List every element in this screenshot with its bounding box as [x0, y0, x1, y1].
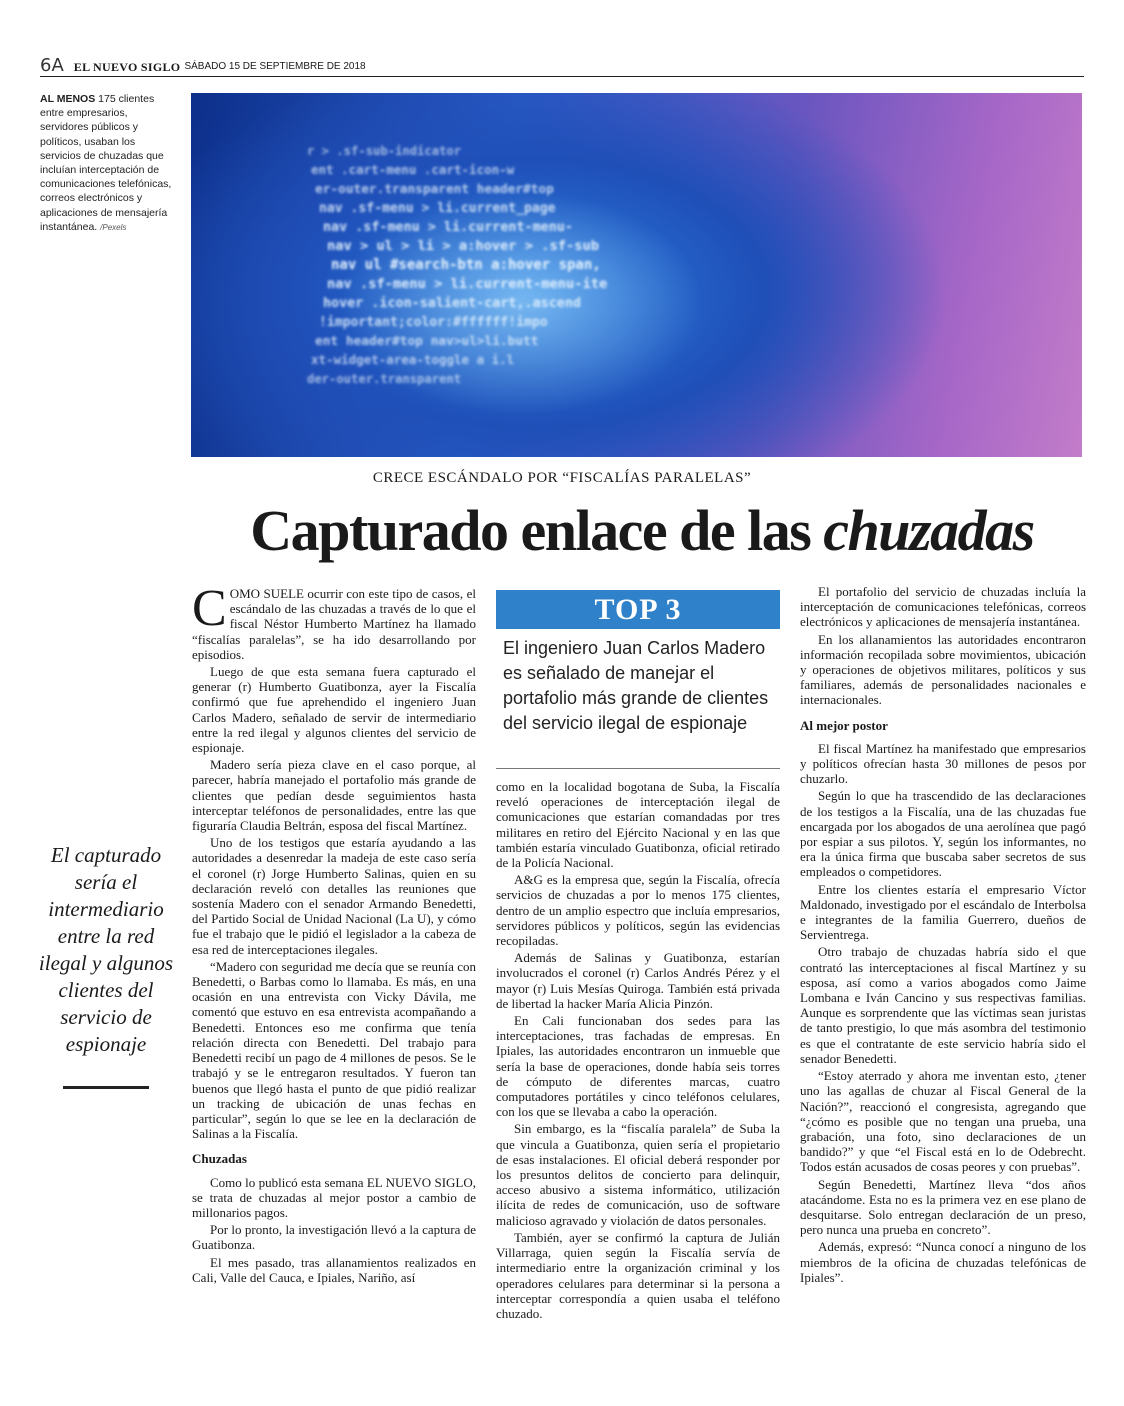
article-column-1	[192, 580, 476, 1287]
drop-cap: C	[192, 580, 227, 637]
headline-emphasis: chuzadas	[823, 498, 1034, 563]
page-header	[40, 52, 1084, 77]
page-number: 6A	[40, 55, 64, 76]
pull-quote-rule	[63, 1086, 149, 1089]
paragraph: Además, expresó: “Nunca conocí a ninguno de los miembros de la oficina de chuzadas telefónicas de Ipiales”.	[800, 1239, 1086, 1285]
paragraph: Como lo publicó esta semana EL NUEVO SIGLO, se trata de chuzadas al mejor postor a cambio de millonarios pagos.	[192, 1174, 476, 1220]
article-kicker: CRECE ESCÁNDALO POR “FISCALÍAS PARALELAS”	[372, 470, 752, 486]
caption-lead: AL MENOS	[40, 93, 96, 105]
paragraph: En Cali funcionaban dos sedes para las interceptaciones, tras fachadas de empresas. En Ipiales, las autoridades encontraron un inmueble que sería la base de operaciones, donde había seis torres de cómputo de diferentes marcas, cuatro computadores portátiles y cinco teléfonos celulares, con los que se llevaba a cabo la operación.	[496, 1013, 780, 1120]
top3-divider	[496, 768, 780, 769]
top3-text: El ingeniero Juan Carlos Madero es señalado de manejar el portafolio más grande de clientes del servicio ilegal de espionaje	[503, 638, 769, 733]
code-line: xt-widget-area-toggle a i.l	[311, 352, 515, 367]
paragraph: Según Benedetti, Martínez lleva “dos años atacándome. Esta no es la primera vez en ese plano de desquitarse. Solo entregan declaración de un preso, pero nunca una prueba en concreto”.	[800, 1176, 1086, 1238]
code-screen-photo	[191, 93, 1082, 457]
paragraph: “Estoy aterrado y ahora me inventan esto, ¿tener uno las agallas de chuzar al Fiscal General de la Nación?”, reaccionó el congresista, agregando que “¿cómo es posible que no tengan una prueba, una grabación, una foto, sino declaraciones de un bandido?” y que “el Fiscal está en lo de Odebrecht. Todos están acusados de cosas peores y con pruebas”.	[800, 1068, 1086, 1175]
paragraph: Además de Salinas y Guatibonza, estarían involucrados el coronel (r) Carlos Andrés Pérez y el mayor (r) Luis Mesías Quiroga. También está privada de libertad la hacker María Alicia Pinzón.	[496, 950, 780, 1011]
paragraph: El fiscal Martínez ha manifestado que empresarios y políticos ofrecían hasta 30 millones de pesos por chuzarlo.	[800, 740, 1086, 787]
paragraph: Por lo pronto, la investigación llevó a la captura de Guatibonza.	[192, 1222, 476, 1253]
paragraph: A&G es la empresa que, según la Fiscalía, ofrecía servicios de chuzadas a por lo menos 175 clientes, dentro de un amplio espectro que incluía empresarios, servidores públicos y políticos, según las evidencias recopiladas.	[496, 872, 780, 949]
code-line: er-outer.transparent header#top	[315, 182, 554, 197]
photo-credit: /Pexels	[100, 222, 127, 232]
paragraph: En los allanamientos las autoridades encontraron información recopilada sobre movimientos, ubicación y operaciones de objetivos militares, políticos y sus familiares, además de personalidades nacionales e internacionales.	[800, 631, 1086, 708]
photo-caption	[40, 92, 178, 235]
paragraph: El mes pasado, tras allanamientos realizados en Cali, Valle del Cauca, e Ipiales, Nariño, así	[192, 1254, 476, 1285]
headline-main: Capturado enlace de las	[250, 498, 824, 563]
code-line: nav > ul > li > a:hover > .sf-sub	[327, 238, 599, 254]
paragraph: “Madero con seguridad me decía que se reunía con Benedetti, o Barbas como lo llamaba. Es más, en una ocasión en una entrevista con Vicky Dávila, me comentó que estuvo en esa entrevista acompañando a Benedetti. Entonces eso me confirma que tenía relación directa con Benedetti. Del trabajo para Benedetti recibí un pago de 4 millones de pesos. Se le trabajó y se le entregaron resultados. Y fueron tan buenos que llegó hasta el punto de que pidió realizar un tracking de ubicación de unas fechas en particular”, según lo que se lee en la declaración de Salinas a la Fiscalía.	[192, 958, 476, 1142]
paragraph: como en la localidad bogotana de Suba, la Fiscalía reveló operaciones de interceptación ilegal de comunicaciones que estarían comandadas por tres militares en retiro del Ejército Nacional y en las que también estaría vinculado Guatibonza, oficial retirado de la Policía Nacional.	[496, 779, 780, 871]
code-line: nav .sf-menu > li.current_page	[319, 201, 556, 216]
paragraph: Madero sería pieza clave en el caso porque, al parecer, habría manejado el portafolio más grande de clientes que pedían desde seguimientos hasta interceptar teléfonos de personalidades, entre las que figuraría Claudia Beltrán, esposa del fiscal Martínez.	[192, 757, 476, 834]
code-line: der-outer.transparent	[307, 372, 462, 386]
code-line: r > .sf-sub-indicator	[307, 144, 462, 158]
paragraph: El portafolio del servicio de chuzadas incluía la interceptación de comunicaciones telefónicas, correos electrónicos y aplicaciones de mensajería instantánea.	[800, 584, 1086, 630]
code-line: ent .cart-menu .cart-icon-w	[311, 162, 515, 177]
article-column-3	[800, 584, 1086, 1287]
paragraph: Uno de los testigos que estaría ayudando a las autoridades a desenredar la madeja de este caso sería el coronel (r) Jorge Humberto Salinas, quien en su declaración reveló con detalles las reuniones que sostenía Madero con el senador Armando Benedetti, del Partido Social de Unidad Nacional (La U), y cómo fue el trabajo que le pidió el legislador a la cabeza de esa red de interceptaciones ilegales.	[192, 835, 476, 957]
issue-date: SÁBADO 15 DE SEPTIEMBRE DE 2018	[184, 61, 366, 72]
code-line: ent header#top nav>ul>li.butt	[315, 334, 539, 349]
newspaper-name: EL NUEVO SIGLO	[73, 60, 181, 74]
paragraph: Otro trabajo de chuzadas habría sido el que contrató las interceptaciones al fiscal Martínez y su esposa, así como a varios abogados como Jaime Lombana e Iván Cancino y sus respectivas familias. Aunque es sorprendente que las víctimas sean juristas de tanto prestigio, lo que más asombra del testimonio es que el contratante de este servicio habría sido el senador Benedetti.	[800, 944, 1086, 1066]
code-line: nav .sf-menu > li.current-menu-ite	[327, 276, 608, 292]
subheading: Chuzadas	[192, 1151, 247, 1167]
code-line: hover .icon-salient-cart,.ascend	[323, 296, 581, 311]
code-overlay	[191, 93, 1082, 457]
caption-text: 175 clientes entre empresarios, servidores públicos y políticos, usaban los servicios de chuzadas que incluían interceptación de comunicaciones telefónicas, correos electrónicos y aplicaciones de mensajería instantánea.	[40, 93, 172, 233]
paragraph-text: OMO SUELE ocurrir con este tipo de casos, el escándalo de las chuzadas a través de lo que el fiscal Néstor Humberto Martínez ha llamado “fiscalías paralelas”, se ha ido desarrollando por episodios.	[192, 586, 476, 662]
code-line: !important;color:#ffffff!impo	[319, 315, 548, 330]
article-headline	[0, 495, 1124, 567]
paragraph: Luego de que esta semana fuera capturado el generar (r) Humberto Guatibonza, ayer la Fiscalía confirmó que fue aprehendido el ingeniero Juan Carlos Madero, señalado de servir de intermediario entre la red ilegal y algunos clientes del servicio de espionaje.	[192, 664, 476, 756]
paragraph: Según lo que ha trascendido de las declaraciones de los testigos a la Fiscalía, una de las chuzadas fue encargada por los abogados de una aerolínea que pagó por espiar a sus pilotos. Y, según los informantes, no era la única firma que buscaba saber secretos de sus empleados o competidores.	[800, 788, 1086, 880]
paragraph	[192, 580, 476, 662]
article-column-2	[496, 779, 780, 1323]
top3-banner: TOP 3	[496, 590, 780, 629]
subheading: Al mejor postor	[800, 717, 888, 733]
code-line: nav ul #search-btn a:hover span,	[331, 257, 601, 273]
paragraph: También, ayer se confirmó la captura de Julián Villarraga, quien según la Fiscalía servía de intermediario entre la organización criminal y los operadores celulares para determinar si la persona a interceptar correspondía a quien usaba el teléfono chuzado.	[496, 1229, 780, 1321]
paragraph: Entre los clientes estaría el empresario Víctor Maldonado, investigado por el escándalo de Interbolsa e integrantes de la familia Guerrero, dueños de Servientrega.	[800, 881, 1086, 943]
code-line: nav .sf-menu > li.current-menu-	[323, 220, 573, 235]
pull-quote: El capturado sería el intermediario entre la red ilegal y algunos clientes del servicio de espionaje	[38, 843, 174, 1056]
paragraph: Sin embargo, es la “fiscalía paralela” de Suba la que vincula a Guatibonza, quien sería el propietario de esas instalaciones. El oficial deberá responder por los presuntos delitos de concierto para delinquir, acceso abusivo a sistema informático, utilización ilícita de redes de comunicación, uso de software malicioso agravado y violación de datos personales.	[496, 1121, 780, 1228]
